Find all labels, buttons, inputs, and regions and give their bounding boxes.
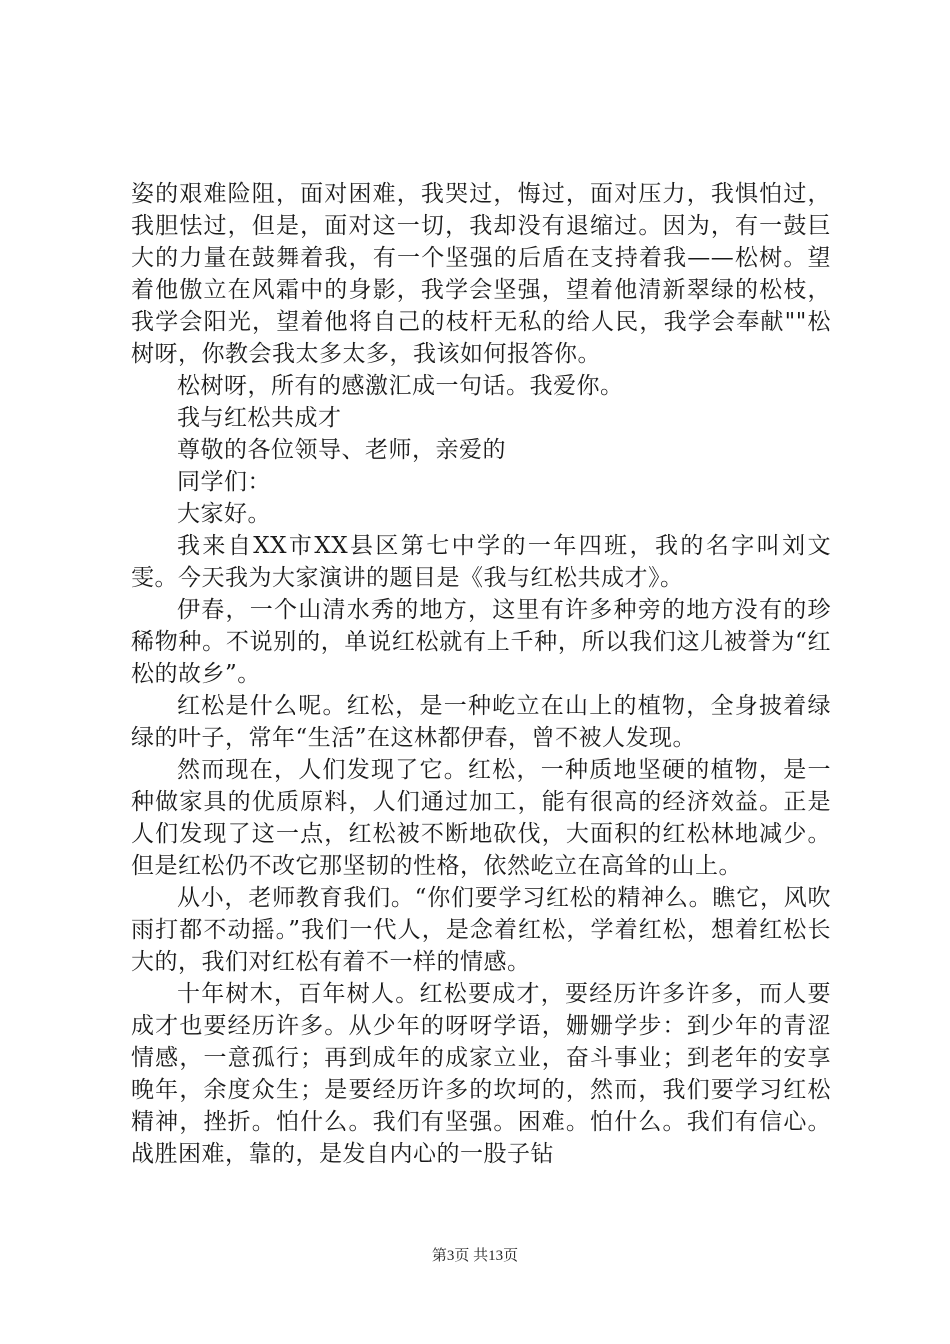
- page-footer: 第3页 共13页: [431, 1248, 519, 1264]
- greeting: 大家好。: [177, 501, 271, 527]
- paragraph-continuation: 姿的艰难险阻，面对困难，我哭过，悔过，面对压力，我惧怕过，我胆怯过，但是，面对这一切，我却没有退缩过。因为，有一鼓巨大的力量在鼓舞着我，有一个坚强的后盾在支持着我——松树。望着他傲立在风霜中的身影，我学会坚强，望着他清新翠绿的松枝，我学会阳光，望着他将自己的枝杆无私的给人民，我学会奉献""松树呀，你教会我太多太多，我该如何报答你。: [131, 181, 831, 367]
- speech-title: 我与红松共成才: [177, 405, 342, 431]
- document-body: [131, 178, 831, 1170]
- paragraph-introduction: 我来自XX市XX县区第七中学的一年四班，我的名字叫刘文雯。今天我为大家演讲的题目是《我与红松共成才》。: [131, 533, 831, 591]
- paragraph-teacher: 从小，老师教育我们。“你们要学习红松的精神么。瞧它，风吹雨打都不动摇。”我们一代人，是念着红松，学着红松，想着红松长大的，我们对红松有着不一样的情感。: [131, 885, 831, 975]
- salutation-line-2: 同学们：: [177, 469, 271, 495]
- salutation-line-1: 尊敬的各位领导、老师，亲爱的: [177, 437, 506, 463]
- paragraph-discovery: 然而现在，人们发现了它。红松，一种质地坚硬的植物，是一种做家具的优质原料，人们通过加工，能有很高的经济效益。正是人们发现了这一点，红松被不断地砍伐，大面积的红松林地减少。但是红松仍不改它那坚韧的性格，依然屹立在高耸的山上。: [131, 757, 831, 879]
- paragraph-yichun: 伊春，一个山清水秀的地方，这里有许多种旁的地方没有的珍稀物种。不说别的，单说红松就有上千种，所以我们这儿被誉为“红松的故乡”。: [131, 597, 831, 687]
- paragraph-what-is-red-pine: 红松是什么呢。红松，是一种屹立在山上的植物，全身披着绿绿的叶子，常年“生活”在这林都伊春，曾不被人发现。: [131, 693, 831, 751]
- paragraph-growth: 十年树木，百年树人。红松要成才，要经历许多许多，而人要成才也要经历许多。从少年的呀呀学语，姗姗学步：到少年的青涩情感，一意孤行；再到成年的成家立业，奋斗事业；到老年的安享晚年，余度众生；是要经历许多的坎坷的，然而，我们要学习红松精神，挫折。怕什么。我们有坚强。困难。怕什么。我们有信心。战胜困难，靠的，是发自内心的一股子钻: [131, 981, 831, 1167]
- paragraph-gratitude: 松树呀，所有的感激汇成一句话。我爱你。: [177, 373, 624, 399]
